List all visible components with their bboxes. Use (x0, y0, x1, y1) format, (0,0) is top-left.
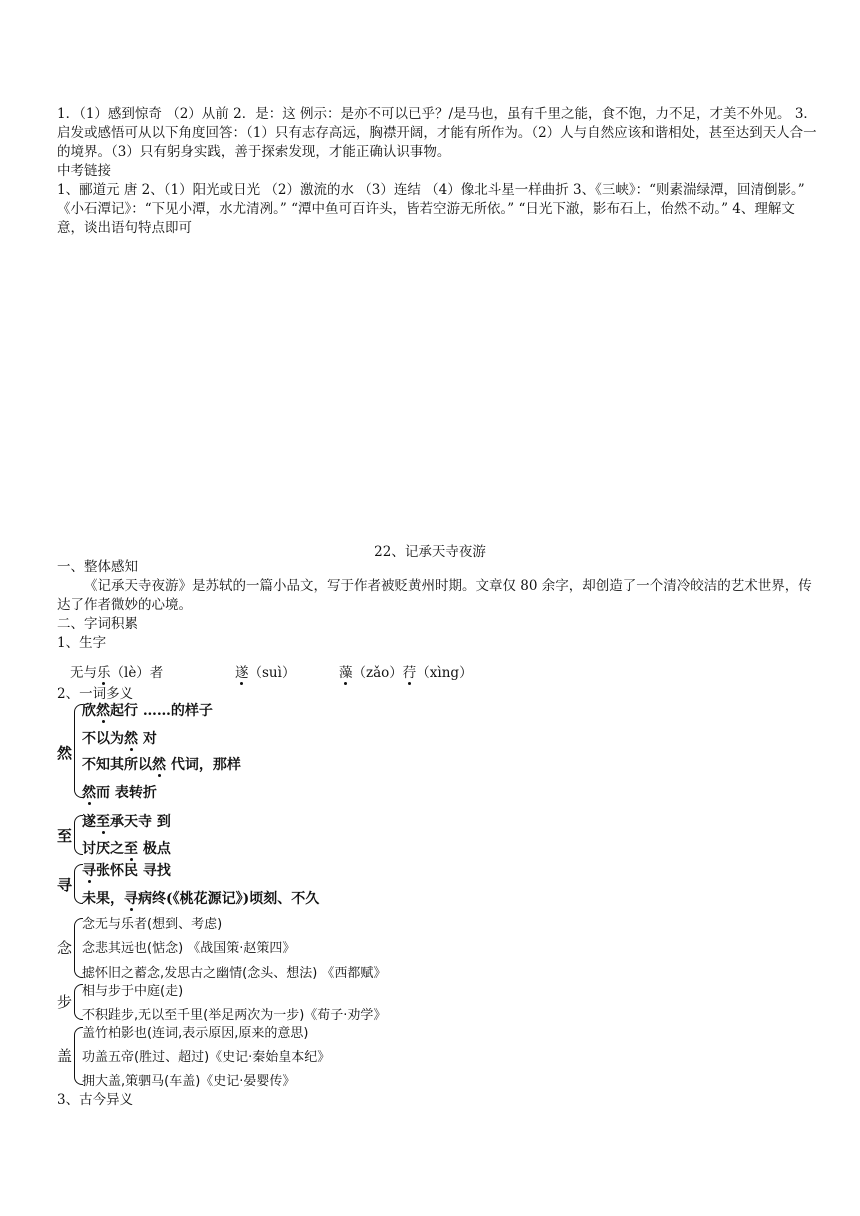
subheading-ancient-modern: 3、古今异义 (57, 1092, 134, 1108)
group-item: 然而 表转折 (82, 785, 157, 801)
intro-paragraph: 《记承天寺夜游》是苏轼的一篇小品文，写于作者被贬黄州时期。文章仅 80 余字，却创造了一个清冷皎洁的艺术世界，传达了作者微妙的心境。 (57, 578, 812, 613)
answer-paragraph-2: 1、郦道元 唐 2、（1）阳光或日光 （2）激流的水 （3）连结 （4）像北斗星一样曲折 3、《三峡》：“则素湍绿潭，回清倒影。” 《小石潭记》：“下见小潭，水尤清冽。” “潭中鱼可百许头，皆若空游无所依。” “日光下澈，影布石上，佁然不动。” 4、理解文意，谈出语句特点即可 (57, 182, 805, 236)
section-heading-1: 一、整体感知 (57, 559, 138, 575)
subheading-polysemy: 2、一词多义 (57, 686, 134, 702)
answer-block (57, 105, 817, 238)
pinyin-item-2: 遂（suì） (235, 665, 296, 681)
group-item: 摅怀旧之蓄念,发思古之幽情(念头、想法) 《西都赋》 (82, 966, 387, 981)
group-item: 不以为然 对 (82, 731, 157, 747)
group-item: 盖竹柏影也(连词,表示原因,原来的意思) (82, 1026, 309, 1041)
group-item: 拥大盖,策驷马(车盖)《史记·晏婴传》 (82, 1074, 296, 1089)
group-char: 寻 (57, 876, 73, 894)
group-item: 念无与乐者(想到、考虑) (82, 917, 223, 932)
section-heading-2: 二、字词积累 (57, 616, 138, 632)
pinyin-item-3: 藻（zǎo）荇（xìng） (339, 665, 473, 681)
group-item: 寻张怀民 寻找 (82, 863, 171, 879)
group-item: 讨厌之至 极点 (82, 841, 171, 857)
group-char: 盖 (57, 1047, 73, 1065)
section-heading-zhongkao: 中考链接 (57, 163, 111, 179)
subheading-new-chars: 1、生字 (57, 635, 107, 651)
group-item: 不知其所以然 代词，那样 (82, 757, 241, 773)
group-char: 念 (57, 939, 73, 957)
group-item: 未果，寻病终(《桃花源记》)顷刻、不久 (82, 891, 320, 907)
answer-paragraph-1: 1．（1）感到惊奇 （2）从前 2．是：这 例示：是亦不可以已乎？/是马也，虽有千里之能，食不饱，力不足，才美不外见。 3．启发或感悟可从以下角度回答：（1）只有志存高远，胸襟开阔，才能有所作为。（2）人与自然应该和谐相处，甚至达到天人合一的境界。（3）只有躬身实践，善于探索发现，才能正确认识事物。 (57, 106, 817, 160)
pinyin-item-1: 无与乐（lè）者 (70, 665, 164, 681)
group-item: 念悲其远也(惦念) 《战国策·赵策四》 (82, 941, 296, 956)
group-item: 功盖五帝(胜过、超过)《史记·秦始皇本纪》 (82, 1050, 331, 1065)
group-char: 然 (57, 744, 73, 762)
group-item: 欣然起行 ……的样子 (82, 703, 213, 719)
lesson-intro-block (57, 558, 817, 653)
group-char: 至 (57, 827, 73, 845)
group-char: 步 (57, 993, 73, 1011)
group-item: 遂至承天寺 到 (82, 814, 171, 830)
group-item: 不积跬步,无以至千里(举足两次为一步)《荀子·劝学》 (82, 1008, 387, 1023)
group-item: 相与步于中庭(走) (82, 984, 184, 999)
lesson-title: 22、记承天寺夜游 (374, 544, 486, 560)
